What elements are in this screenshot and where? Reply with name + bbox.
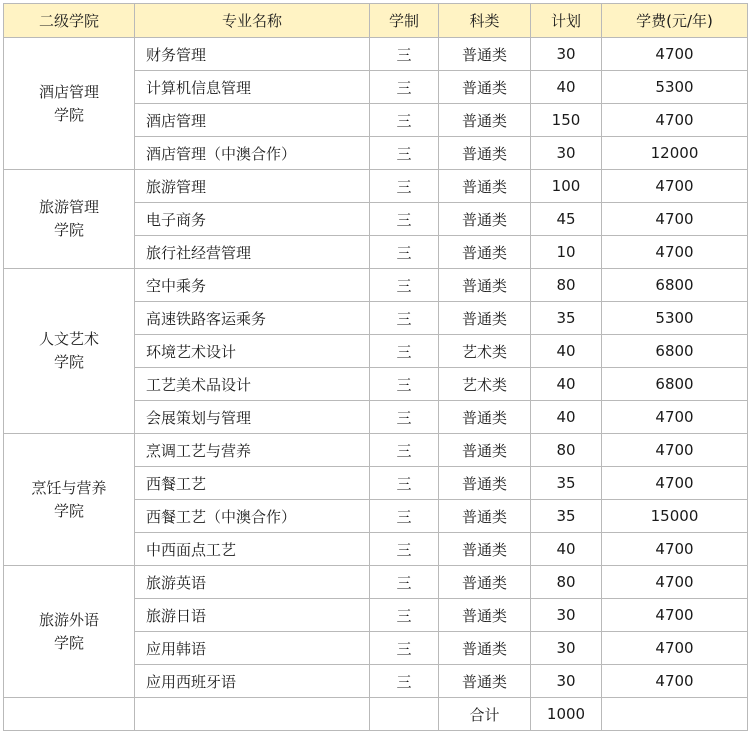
category-cell: 普通类 — [439, 203, 531, 236]
plan-cell: 35 — [531, 500, 602, 533]
plan-cell: 40 — [531, 71, 602, 104]
major-cell: 中西面点工艺 — [135, 533, 370, 566]
fee-cell: 4700 — [602, 401, 748, 434]
years-cell: 三 — [370, 401, 439, 434]
major-cell: 电子商务 — [135, 203, 370, 236]
college-name-line1: 人文艺术 — [38, 330, 99, 348]
major-cell: 高速铁路客运乘务 — [135, 302, 370, 335]
years-cell: 三 — [370, 170, 439, 203]
college-name-line2: 学院 — [53, 353, 84, 371]
category-cell: 普通类 — [439, 269, 531, 302]
fee-cell: 4700 — [602, 533, 748, 566]
category-cell: 普通类 — [439, 170, 531, 203]
years-cell: 三 — [370, 533, 439, 566]
college-cell — [4, 566, 135, 698]
years-cell: 三 — [370, 632, 439, 665]
empty-cell — [135, 698, 370, 731]
major-cell: 酒店管理（中澳合作） — [135, 137, 370, 170]
major-cell: 旅游英语 — [135, 566, 370, 599]
category-cell: 普通类 — [439, 137, 531, 170]
category-cell: 普通类 — [439, 302, 531, 335]
years-cell: 三 — [370, 137, 439, 170]
fee-cell: 4700 — [602, 599, 748, 632]
table-row — [4, 269, 748, 302]
plan-cell: 40 — [531, 335, 602, 368]
category-cell: 普通类 — [439, 632, 531, 665]
plan-cell: 10 — [531, 236, 602, 269]
years-cell: 三 — [370, 467, 439, 500]
category-cell: 普通类 — [439, 104, 531, 137]
major-cell: 旅游管理 — [135, 170, 370, 203]
admission-plan-table — [3, 3, 748, 731]
category-cell: 普通类 — [439, 434, 531, 467]
plan-cell: 100 — [531, 170, 602, 203]
plan-cell: 150 — [531, 104, 602, 137]
plan-cell: 80 — [531, 269, 602, 302]
college-cell — [4, 170, 135, 269]
table-row — [4, 38, 748, 71]
college-name-line2: 学院 — [53, 221, 84, 239]
college-name-line1: 旅游管理 — [38, 198, 99, 216]
table-row — [4, 566, 748, 599]
category-cell: 普通类 — [439, 401, 531, 434]
header-fee: 学费(元/年) — [602, 4, 748, 38]
plan-cell: 30 — [531, 137, 602, 170]
major-cell: 计算机信息管理 — [135, 71, 370, 104]
fee-cell: 4700 — [602, 104, 748, 137]
table-row — [4, 434, 748, 467]
plan-cell: 40 — [531, 368, 602, 401]
plan-cell: 40 — [531, 401, 602, 434]
years-cell: 三 — [370, 236, 439, 269]
fee-cell: 6800 — [602, 335, 748, 368]
major-cell: 环境艺术设计 — [135, 335, 370, 368]
total-label: 合计 — [439, 698, 531, 731]
category-cell: 普通类 — [439, 38, 531, 71]
fee-cell: 4700 — [602, 236, 748, 269]
plan-cell: 80 — [531, 434, 602, 467]
header-plan: 计划 — [531, 4, 602, 38]
fee-cell: 6800 — [602, 368, 748, 401]
major-cell: 旅游日语 — [135, 599, 370, 632]
fee-cell: 4700 — [602, 434, 748, 467]
fee-cell: 4700 — [602, 665, 748, 698]
years-cell: 三 — [370, 665, 439, 698]
category-cell: 普通类 — [439, 467, 531, 500]
category-cell: 普通类 — [439, 533, 531, 566]
fee-cell: 5300 — [602, 302, 748, 335]
years-cell: 三 — [370, 302, 439, 335]
years-cell: 三 — [370, 434, 439, 467]
major-cell: 应用韩语 — [135, 632, 370, 665]
major-cell: 西餐工艺 — [135, 467, 370, 500]
header-college: 二级学院 — [4, 4, 135, 38]
category-cell: 普通类 — [439, 665, 531, 698]
category-cell: 普通类 — [439, 566, 531, 599]
college-cell — [4, 269, 135, 434]
plan-cell: 45 — [531, 203, 602, 236]
total-row — [4, 698, 748, 731]
years-cell: 三 — [370, 599, 439, 632]
plan-cell: 30 — [531, 665, 602, 698]
fee-cell: 6800 — [602, 269, 748, 302]
fee-cell: 4700 — [602, 170, 748, 203]
college-cell — [4, 38, 135, 170]
major-cell: 烹调工艺与营养 — [135, 434, 370, 467]
fee-cell: 4700 — [602, 203, 748, 236]
years-cell: 三 — [370, 203, 439, 236]
plan-cell: 30 — [531, 599, 602, 632]
major-cell: 应用西班牙语 — [135, 665, 370, 698]
major-cell: 会展策划与管理 — [135, 401, 370, 434]
plan-cell: 30 — [531, 38, 602, 71]
major-cell: 旅行社经营管理 — [135, 236, 370, 269]
category-cell: 普通类 — [439, 71, 531, 104]
empty-cell — [370, 698, 439, 731]
category-cell: 艺术类 — [439, 335, 531, 368]
empty-cell — [602, 698, 748, 731]
total-plan: 1000 — [531, 698, 602, 731]
years-cell: 三 — [370, 368, 439, 401]
category-cell: 普通类 — [439, 599, 531, 632]
fee-cell: 4700 — [602, 38, 748, 71]
years-cell: 三 — [370, 71, 439, 104]
college-name-line1: 旅游外语 — [38, 610, 99, 629]
years-cell: 三 — [370, 269, 439, 302]
major-cell: 酒店管理 — [135, 104, 370, 137]
category-cell: 艺术类 — [439, 368, 531, 401]
fee-cell: 4700 — [602, 566, 748, 599]
plan-cell: 80 — [531, 566, 602, 599]
header-category: 科类 — [439, 4, 531, 38]
years-cell: 三 — [370, 500, 439, 533]
college-name-line1: 烹饪与营养 — [31, 478, 107, 497]
major-cell: 财务管理 — [135, 38, 370, 71]
major-cell: 西餐工艺（中澳合作） — [135, 500, 370, 533]
years-cell: 三 — [370, 38, 439, 71]
major-cell: 空中乘务 — [135, 269, 370, 302]
fee-cell: 12000 — [602, 137, 748, 170]
fee-cell: 4700 — [602, 632, 748, 665]
plan-cell: 30 — [531, 632, 602, 665]
header-major: 专业名称 — [135, 4, 370, 38]
header-row — [4, 4, 748, 38]
header-years: 学制 — [370, 4, 439, 38]
years-cell: 三 — [370, 566, 439, 599]
plan-cell: 35 — [531, 302, 602, 335]
fee-cell: 5300 — [602, 71, 748, 104]
college-name-line2: 学院 — [53, 501, 84, 520]
college-name-line2: 学院 — [53, 633, 84, 652]
college-name-line1: 酒店管理 — [38, 82, 99, 101]
years-cell: 三 — [370, 104, 439, 137]
category-cell: 普通类 — [439, 500, 531, 533]
fee-cell: 4700 — [602, 467, 748, 500]
empty-cell — [4, 698, 135, 731]
plan-cell: 40 — [531, 533, 602, 566]
college-name-line2: 学院 — [53, 105, 84, 124]
years-cell: 三 — [370, 335, 439, 368]
category-cell: 普通类 — [439, 236, 531, 269]
table-row — [4, 170, 748, 203]
college-cell — [4, 434, 135, 566]
major-cell: 工艺美术品设计 — [135, 368, 370, 401]
table-body — [4, 38, 748, 731]
plan-cell: 35 — [531, 467, 602, 500]
fee-cell: 15000 — [602, 500, 748, 533]
